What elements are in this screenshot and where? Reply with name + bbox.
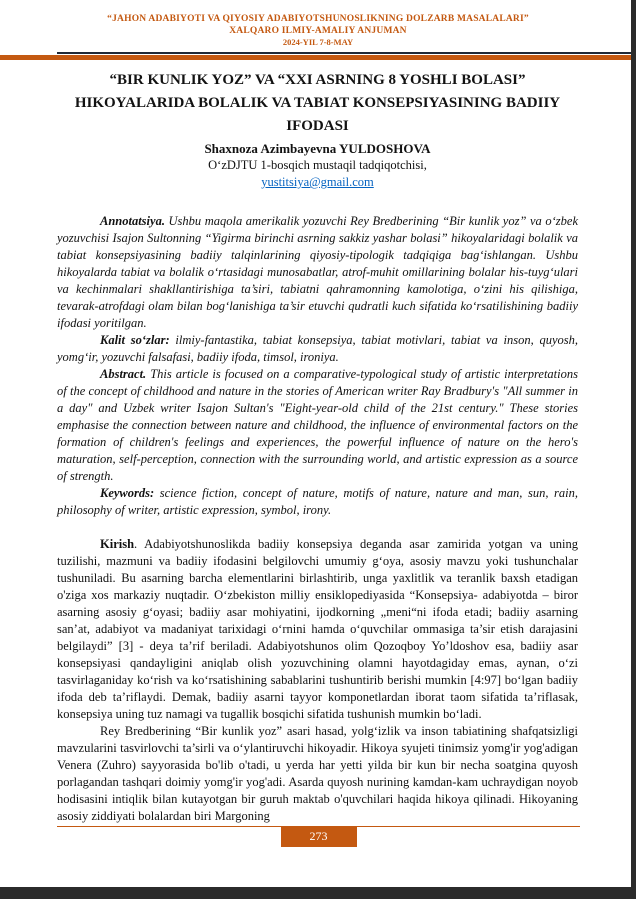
article-body (57, 69, 578, 825)
author-name: Shaxnoza Azimbayevna YULDOSHOVA (204, 141, 431, 156)
conference-title: “JAHON ADABIYOTI VA QIYOSIY ADABIYOTSHUNOSLIKNING DOLZARB MASALALARI” (107, 14, 529, 24)
keywords-en-lead: Keywords: (100, 486, 155, 500)
article-title: “BIR KUNLIK YOZ” VA “XXI ASRNING 8 YOSHLI BOLASI” HIKOYALARIDA BOLALIK VA TABIAT KONSEPSIYASINING BADIIY IFODASI (74, 72, 561, 134)
keywords-en-paragraph (57, 485, 578, 519)
header-divider (0, 52, 636, 60)
body-paragraph (57, 723, 578, 825)
keywords-uz-lead: Kalit so‘zlar: (100, 333, 170, 347)
introduction-lead: Kirish (100, 537, 135, 551)
page-edge-bottom (0, 887, 636, 899)
keywords-uz-paragraph (57, 332, 578, 366)
conference-subtitle: XALQARO ILMIY-AMALIY ANJUMAN (229, 26, 407, 36)
header-divider-orange-line (0, 55, 636, 60)
annotation-text: Ushbu maqola amerikalik yozuvchi Rey Bredberining “Bir kunlik yoz” va o‘zbek yozuvchisi Isajon Sultonning “Yigirma birinchi asrning sakkiz yashar bolasi” hikoyalaridagi bolalik va tabiat konsepsiyasining badiiy talqinlarining qiyosiy-tipologik tadqiqiga bag‘ishlangan. Ushbu hikoyalarda tabiat va bolalik o‘rtasidagi munosabatlar, atrof-muhit omillarining bolalar his-tuyg‘ulari va kechinmalari shakllantirishiga ta’siri, tabiatni qahramonning kamolotiga, o‘zini his qilishiga, tevarak-atrofdagi olam bilan bog‘lanishiga ta’sir etuvchi qudratli kuch sifatida ko‘rsatilishining badiiy ifodasi yoritilgan. (57, 214, 578, 330)
body-paragraph-text: Rey Bredberining “Bir kunlik yoz” asari hasad, yolg‘izlik va inson tabiatining shafqatsizligi mavzularini tasvirlovchi ta’sirli va o‘ylantiruvchi hikoyadir. Hikoya syujeti tinimsiz yomg'ir yog'adigan Venera (Zuhro) sayyorasida bo'lib o'tadi, u yerda har yetti yilda bir kun bir necha soatgina quyosh porlagandan tashqari doimiy yomg'ir yog'adi. Asarda quyosh nurining kamdan-kam uchraydigan noyob hodisasini intiqlik bilan kutayotgan bir guruh maktab o'quvchilari haqida hikoya qilinadi. Hikoyaning asosiy ziddiyati bolalardan biri Margoning (57, 724, 578, 823)
page-edge-right (631, 0, 636, 899)
header-divider-dark-line (57, 52, 632, 54)
abstract-text: This article is focused on a comparative-typological study of artistic interpretations of the concept of childhood and nature in the stories of American writer Ray Bradbury's "All summer in a day" and Uzbek writer Isajon Sultan's "Eight-year-old child of the 21st century." These stories emphasise the connection between nature and childhood, the influence of environmental factors on the formation of children's feelings and experiences, the powerful influence of nature on the hero's maturation, self-perception, connection with the surrounding world, and artistic expression as a source of strength. (57, 367, 578, 483)
conference-header (0, 0, 636, 48)
annotation-lead: Annotatsiya. (100, 214, 165, 228)
abstract-lead: Abstract. (100, 367, 147, 381)
conference-date: 2024-YIL 7-8-MAY (282, 37, 354, 47)
email-link[interactable]: yustitsiya@gmail.com (261, 175, 374, 189)
keywords-en-text: science fiction, concept of nature, motifs of nature, nature and man, sun, rain, philosophy of writer, artistic expression, symbol, irony. (57, 486, 578, 517)
annotation-paragraph (57, 213, 578, 332)
introduction-text: . Adabiyotshunoslikda badiiy konsepsiya deganda asar zamirida yotgan va uning tuzilishi, mazmuni va badiiy ifodasini belgilovchi umumiy g‘oya, asosiy mavzu yoki tushunchalar tushuniladi. Bu asarning barcha elementlarini birlashtirib, unga yaxlitlik va teranlik baxsh etadigan o'ziga xos markaziy nuqtadir. O‘zbekiston milliy ensiklopediyasida “Konsepsiya- adabiyotda – biror asarning asosiy g‘oyasi; badiiy asar mohiyatini, ijodkorning „meni“ni ifoda etadi; badiiy asarning san’at, adabiyot va madaniyat tarixidagi o‘rnini hamda o‘quvchilar ommasiga ta’sir etish darajasini belgilaydi” [3] - deya ta’rif beriladi. Adabiyotshunos olim Qozoqboy Yo’ldoshov esa, badiiy asar konsepsiyasi qandayligini aniqlab olish yozuvchining olamni hayotdagiday emas, aynan, o‘zi tasvirlaganiday ko‘rish va ko‘rsatishining sabablarini tushuntirib berishi mumkin [4:97] bo‘lgan badiiy ifoda deb ta’riflaydi. Demak, badiiy asarni tayyor komponetlardan iborat taom sifatida ta’riflasak, konsepsiya uning tuz namagi va tugallik bosqichi sifatida tushunish mumkin bo‘ladi. (57, 537, 578, 721)
keywords-uz-text: ilmiy-fantastika, tabiat konsepsiya, tabiat motivlari, tabiat va inson, quyosh, yomg‘ir, yozuvchi falsafasi, badiiy ifoda, timsol, ironiya. (57, 333, 578, 364)
page-number: 273 (309, 829, 328, 843)
abstract-paragraph (57, 366, 578, 485)
page-footer (57, 826, 580, 847)
email-line (57, 174, 578, 191)
author-affiliation: O‘zDJTU 1-bosqich mustaqil tadqiqotchisi, (208, 158, 427, 172)
page-number-badge (281, 826, 357, 847)
introduction-paragraph (57, 536, 578, 723)
